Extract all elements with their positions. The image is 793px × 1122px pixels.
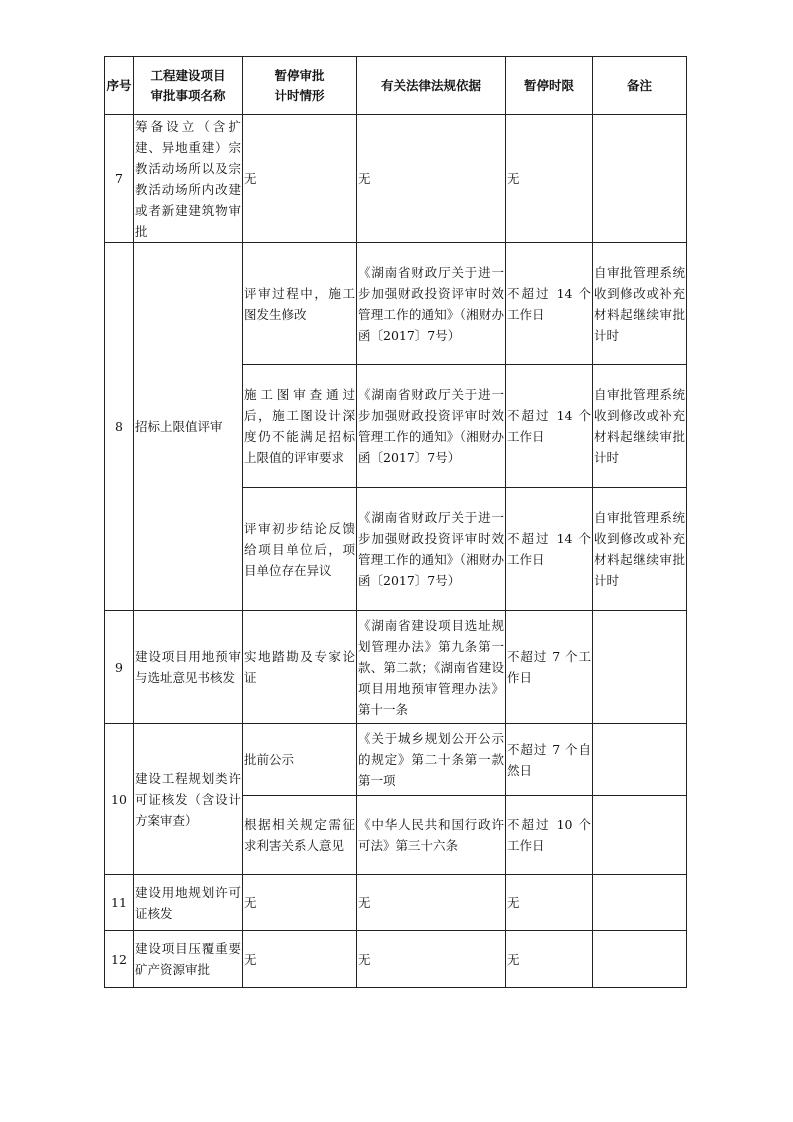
row-basis: 无 — [357, 875, 506, 931]
row-basis: 《湖南省财政厅关于进一步加强财政投资评审时效管理工作的通知》（湘财办函〔2017〕7号） — [357, 488, 506, 611]
row-item-name: 筹备设立（含扩建、异地重建）宗教活动场所以及宗教活动场所内改建或者新建建筑物审批 — [134, 115, 243, 243]
row-situation: 无 — [243, 931, 357, 988]
row-limit: 无 — [506, 875, 593, 931]
row-seq: 11 — [105, 875, 134, 931]
row-basis: 《湖南省财政厅关于进一步加强财政投资评审时效管理工作的通知》（湘财办函〔2017〕7号） — [357, 243, 506, 365]
row-basis: 《中华人民共和国行政许可法》第三十六条 — [357, 796, 506, 875]
row-seq: 12 — [105, 931, 134, 988]
row-situation: 实地踏勘及专家论证 — [243, 611, 357, 724]
row-basis: 无 — [357, 931, 506, 988]
row-situation: 无 — [243, 875, 357, 931]
row-item-name: 建设工程规划类许可证核发（含设计方案审查） — [134, 724, 243, 875]
row-remark — [593, 931, 687, 988]
table-row — [105, 724, 687, 796]
row-limit: 不超过 14 个工作日 — [506, 488, 593, 611]
row-situation: 施工图审查通过后，施工图设计深度仍不能满足招标上限值的评审要求 — [243, 365, 357, 488]
header-item-name — [134, 57, 243, 115]
table-row — [105, 611, 687, 724]
header-seq: 序号 — [105, 57, 134, 115]
header-situation — [243, 57, 357, 115]
row-remark: 自审批管理系统收到修改或补充材料起继续审批计时 — [593, 488, 687, 611]
row-seq: 10 — [105, 724, 134, 875]
row-limit: 不超过 7 个工作日 — [506, 611, 593, 724]
row-limit: 不超过 10 个工作日 — [506, 796, 593, 875]
row-remark: 自审批管理系统收到修改或补充材料起继续审批计时 — [593, 243, 687, 365]
row-seq: 7 — [105, 115, 134, 243]
header-item-name-line1: 工程建设项目 — [150, 67, 226, 83]
row-basis: 《湖南省建设项目选址规划管理办法》第九条第一款、第二款；《湖南省建设项目用地预审管理办法》第十一条 — [357, 611, 506, 724]
row-situation: 评审初步结论反馈给项目单位后，项目单位存在异议 — [243, 488, 357, 611]
table-row — [105, 931, 687, 988]
row-situation: 批前公示 — [243, 724, 357, 796]
row-remark — [593, 796, 687, 875]
row-limit: 不超过 14 个工作日 — [506, 365, 593, 488]
row-limit: 不超过 7 个自然日 — [506, 724, 593, 796]
row-remark — [593, 611, 687, 724]
table-row — [105, 243, 687, 365]
header-limit: 暂停时限 — [506, 57, 593, 115]
header-row — [105, 57, 687, 115]
row-seq: 8 — [105, 243, 134, 611]
row-basis: 《关于城乡规划公开公示的规定》第二十条第一款第一项 — [357, 724, 506, 796]
row-situation: 无 — [243, 115, 357, 243]
row-limit: 不超过 14 个工作日 — [506, 243, 593, 365]
header-situation-line2: 计时情形 — [274, 87, 325, 103]
row-remark — [593, 724, 687, 796]
header-item-name-line2: 审批事项名称 — [150, 87, 226, 103]
header-basis: 有关法律法规依据 — [357, 57, 506, 115]
row-remark — [593, 115, 687, 243]
row-seq: 9 — [105, 611, 134, 724]
row-item-name: 建设用地规划许可证核发 — [134, 875, 243, 931]
header-situation-line1: 暂停审批 — [274, 67, 325, 83]
row-item-name: 招标上限值评审 — [134, 243, 243, 611]
row-item-name: 建设项目压覆重要矿产资源审批 — [134, 931, 243, 988]
row-remark — [593, 875, 687, 931]
row-basis: 无 — [357, 115, 506, 243]
row-situation: 评审过程中，施工图发生修改 — [243, 243, 357, 365]
row-limit: 无 — [506, 115, 593, 243]
header-remark: 备注 — [593, 57, 687, 115]
row-remark: 自审批管理系统收到修改或补充材料起继续审批计时 — [593, 365, 687, 488]
table-row — [105, 875, 687, 931]
row-item-name: 建设项目用地预审与选址意见书核发 — [134, 611, 243, 724]
approval-suspension-table — [104, 56, 687, 988]
row-basis: 《湖南省财政厅关于进一步加强财政投资评审时效管理工作的通知》（湘财办函〔2017〕7号） — [357, 365, 506, 488]
row-limit: 无 — [506, 931, 593, 988]
table-row — [105, 115, 687, 243]
row-situation: 根据相关规定需征求利害关系人意见 — [243, 796, 357, 875]
